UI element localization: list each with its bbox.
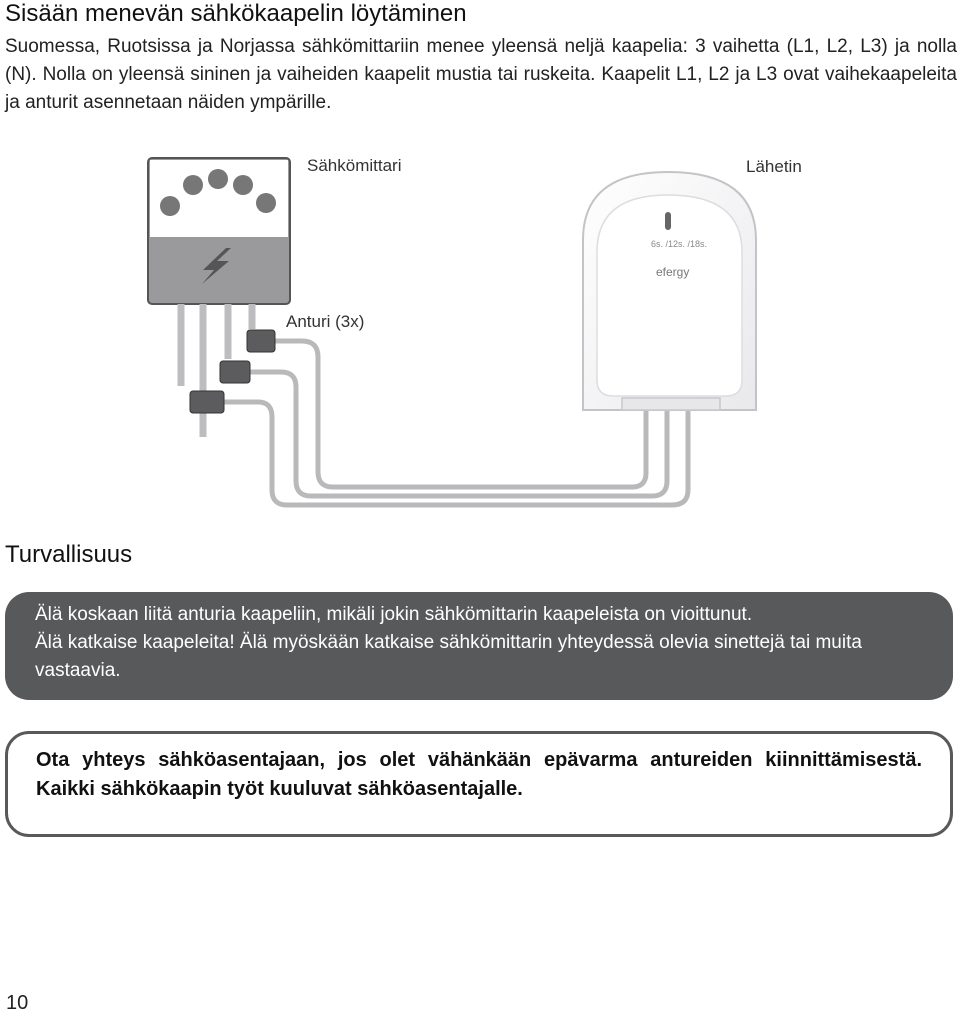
transmitter-interval-text: 6s. /12s. /18s. (651, 239, 708, 249)
meter-label: Sähkömittari (307, 156, 402, 175)
page-number: 10 (6, 992, 29, 1014)
transmitter-label: Lähetin (746, 157, 802, 176)
sensor-label: Anturi (3x) (286, 312, 365, 331)
safety-warning-box (5, 592, 953, 700)
safety-heading: Turvallisuus (5, 541, 133, 568)
electrician-notice-box: Ota yhteys sähköasentajaan, jos olet vähänkään epävarma antureiden kiinnittämisestä. Kaikki sähkökaapin työt kuuluvat sähköasentajalle. (5, 731, 953, 837)
electricity-meter (148, 158, 290, 304)
transmitter-brand-logo: efergy (656, 265, 690, 279)
installation-diagram (0, 140, 960, 510)
page-title: Sisään menevän sähkökaapelin löytäminen (5, 0, 467, 27)
warning-line-2: Älä katkaise kaapeleita! Älä myöskään katkaise sähkömittarin yhteydessä olevia sinettejä tai muita vastaavia. (35, 632, 862, 681)
diagram-graphic (0, 140, 960, 510)
intro-paragraph: Suomessa, Ruotsissa ja Norjassa sähkömittariin menee yleensä neljä kaapelia: 3 vaihetta (L1, L2, L3) ja nolla (N). Nolla on yleensä sininen ja vaiheiden kaapelit mustia tai ruskeita. Kaapelit L1, L2 ja L3 ovat vaihekaapeleita ja anturit asennetaan näiden ympärille. (5, 36, 957, 113)
transmitter-device (583, 172, 756, 410)
warning-line-1: Älä koskaan liitä anturia kaapeliin, mikäli jokin sähkömittarin kaapeleista on vioittunut. (35, 604, 753, 625)
